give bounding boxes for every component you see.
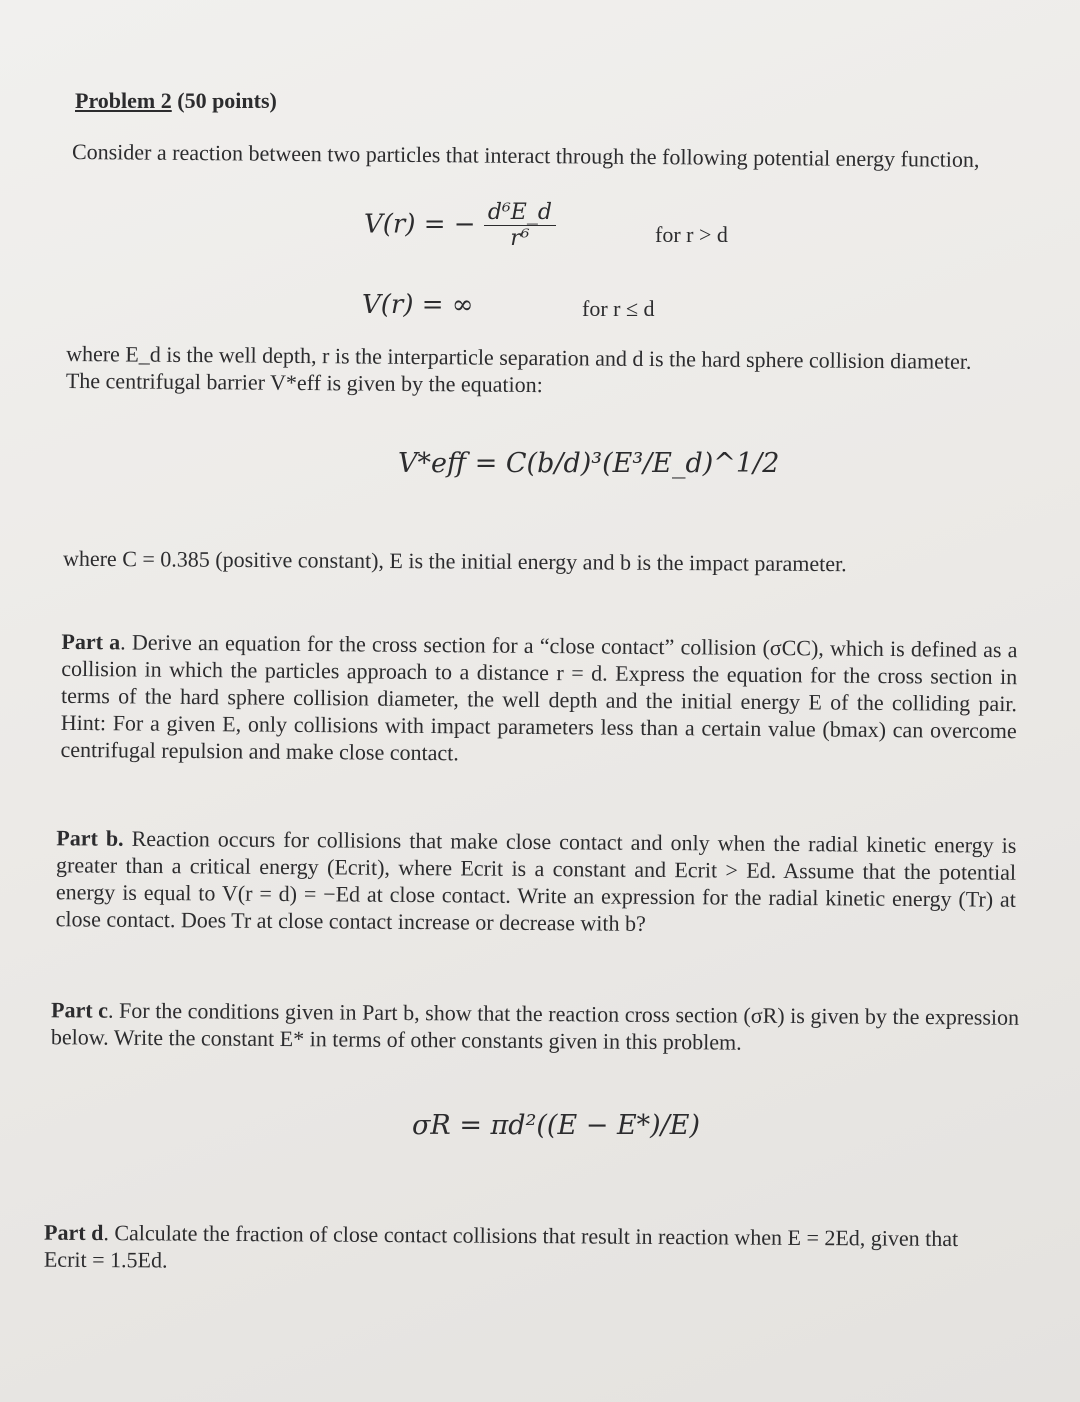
part-a-text: Derive an equation for the cross section for a “close contact” collision (σCC), which is defined as a collision in which the particles approach to a distance r = d. Express the equation for the cross section in terms of the hard sphere collision diameter, the well depth and the initial energy E of the colliding pair. Hint: For a given E, only collisions with impact parameters less than a certain value (bmax) can overcome centrifugal repulsion and make close contact. [60,629,1018,766]
part-b-label: Part b. [56,825,124,851]
eq1-fraction [484,200,556,251]
part-b-text: Reaction occurs for collisions that make close contact and only when the radial kinetic energy is greater than a critical energy (Ecrit), where Ecrit is a constant and Ecrit > Ed. Assume that the potential energy is equal to V(r = d) = −Ed at close contact. Write an expression for the radial kinetic energy (Tr) at close contact. Does Tr at close contact increase or decrease with b? [55,825,1017,936]
part-c-label: Part c [51,997,109,1023]
problem-title [75,88,277,114]
equation-veff: V*eff = C(b/d)³(E³/E_d)^1/2 [398,448,780,479]
part-b [56,824,1017,940]
equation-sigma-r: σR = πd²((E − E*)/E) [412,1110,701,1141]
intro-text: Consider a reaction between two particles that interact through the following potential energy function, [71,138,980,172]
problem-points: (50 points) [177,88,277,113]
part-c-text: For the conditions given in Part b, show that the reaction cross section (σR) is given by the expression below. Write the constant E* in terms of other constants given in this problem. [50,997,1020,1055]
part-a-label: Part a [61,628,121,655]
problem-label: Problem 2 [75,88,172,113]
eq1-numerator: d⁶E_d [484,200,556,226]
equation-potential-inner: V(r) = ∞ [362,290,474,320]
part-d-label: Part d [44,1219,104,1246]
eq1-condition: for r > d [655,222,728,247]
part-a: Part a. Derive an equation for the cross section for a “close contact” collision (σCC), which is defined as a collision in which the particles approach to a distance r = d. Express the equation for the cross section in terms of the hard sphere collision diameter, the well depth and the initial energy E of the colliding pair. Hint: For a given E, only collisions with impact parameters less than a certain value (bmax) can overcome centrifugal repulsion and make close contact. [60,628,1018,766]
part-d: Part d. Calculate the fraction of close contact collisions that result in reaction when E = 2Ed, given that Ecrit = 1.5Ed. [43,1219,959,1273]
where-text-constants: where C = 0.385 (positive constant), E is the initial energy and b is the impact parameter. [62,545,847,577]
where-text-definitions: where E_d is the well depth, r is the interparticle separation and d is the hard sphere collision diameter. The centrifugal barrier V*eff is given by the equation: [65,340,972,398]
part-c: Part c. For the conditions given in Part b, show that the reaction cross section (σR) is given by the expression below. Write the constant E* in terms of other constants given in this problem. [50,997,1020,1055]
eq1-lhs: V(r) = − [364,209,476,240]
eq1-denominator: r⁶ [510,226,530,251]
part-d-text: Calculate the fraction of close contact collisions that result in reaction when E = 2Ed, given that Ecrit = 1.5Ed. [43,1220,959,1273]
equation-potential-outer [364,200,556,251]
eq2-condition: for r ≤ d [582,296,655,321]
